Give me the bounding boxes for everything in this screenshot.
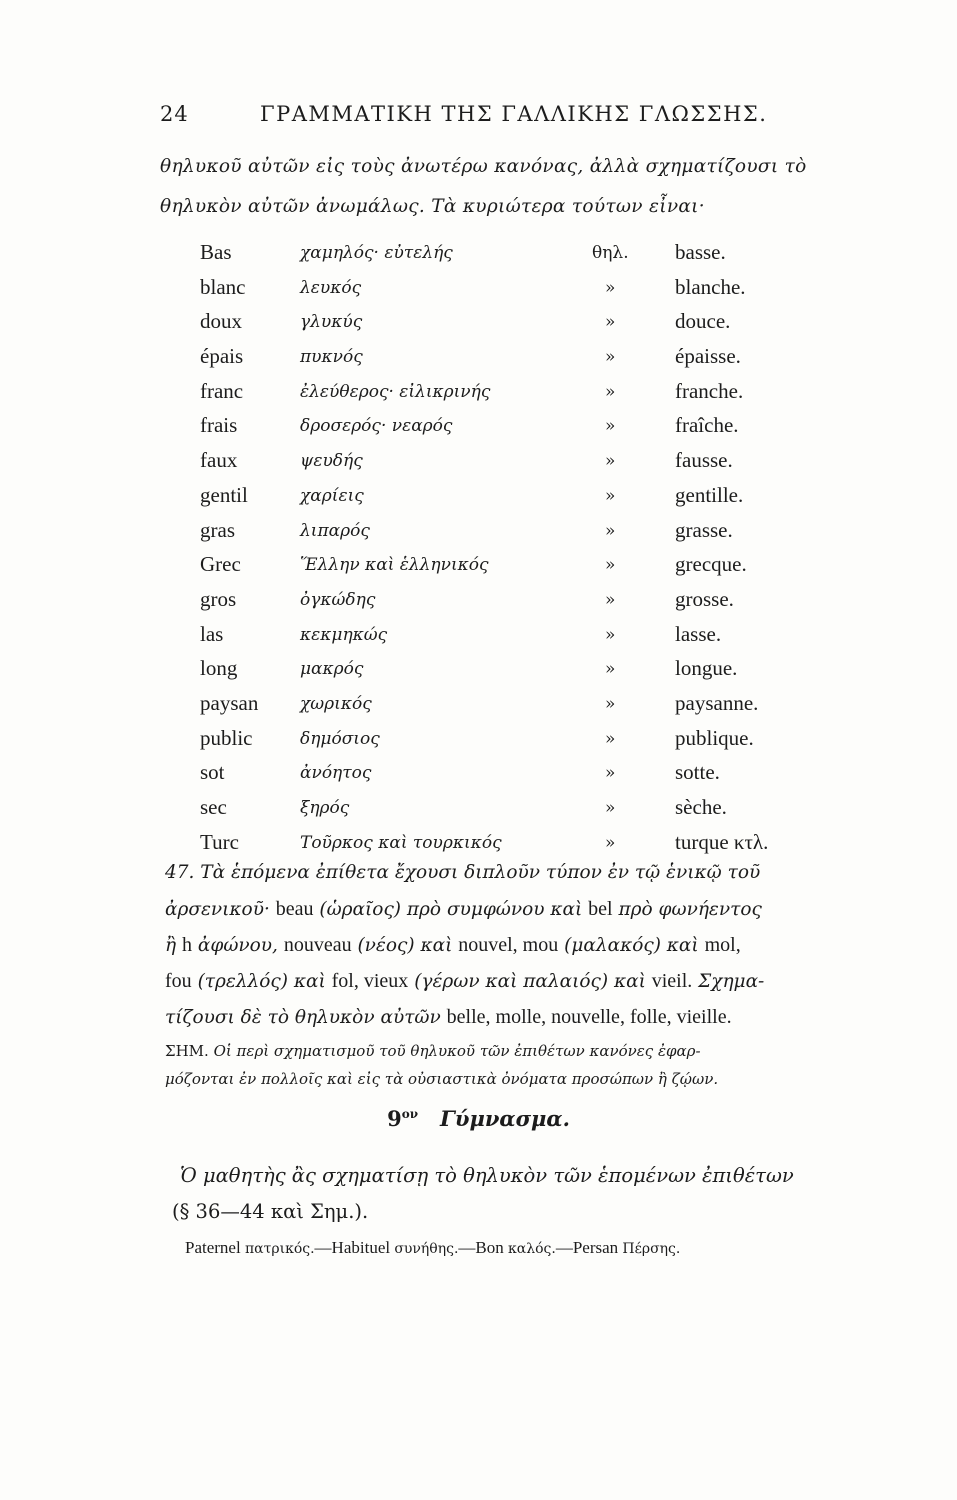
vocabulary-line [185,1238,680,1258]
french-feminine: grosse. [675,586,734,611]
adjective-row [200,760,820,795]
section-47-line-2 [165,898,825,921]
intro-line-1: θηλυκοῦ αὐτῶν εἰς τοὺς ἀνωτέρω κανόνας, ἀλλὰ σχηματίζουσι τὸ [160,156,807,177]
page-number: 24 [160,102,189,126]
text-fragment: (γέρων καὶ παλαιός) καὶ [414,971,646,992]
french-feminine: sèche. [675,795,727,819]
french-feminine: paysanne. [675,690,759,715]
french-feminine: franche. [675,378,744,403]
adjective-row [200,587,820,622]
section-47-line-5 [165,1006,825,1029]
greek-meaning: ξηρός [300,798,350,818]
french-word: fol, vieux [331,970,409,992]
greek-meaning: ψευδής [300,451,363,472]
ditto-mark: » [605,451,616,472]
french-word: vieil. [651,970,693,992]
french-masculine: épais [200,344,244,369]
greek-meaning: χαρίεις [300,485,364,506]
greek-meaning: δροσερός· νεαρός [300,416,453,437]
vocab-french: Persan [572,1238,623,1257]
greek-meaning: Ἕλλην καὶ ἑλληνικός [300,555,489,576]
french-feminine: lasse. [675,621,722,646]
greek-meaning: δημόσιος [300,728,380,749]
french-feminine: sotte. [675,760,720,785]
note-text: Οἱ περὶ σχηματισμοῦ τοῦ θηλυκοῦ τῶν ἐπιθέτων κανόνες ἐφαρ- [213,1042,701,1060]
adjective-row [200,309,820,344]
ditto-mark: » [605,485,616,506]
french-word: nouveau [283,934,352,956]
ditto-mark: » [605,381,616,402]
text-fragment: (νέος) καὶ [357,935,453,956]
greek-meaning: χαμηλός· εὐτελής [300,243,453,263]
adjective-row [200,379,820,414]
french-word: bel [588,898,613,920]
ditto-mark: » [605,763,616,784]
french-masculine: public [200,725,253,750]
dash-separator: — [314,1238,332,1257]
text-fragment: ἢ [165,935,177,956]
adjective-row [200,552,820,587]
ditto-mark: » [605,416,616,437]
ditto-mark: » [605,659,616,680]
vocab-greek: καλός. [508,1241,556,1257]
ditto-mark: » [605,347,616,368]
vocab-greek: συνήθης. [394,1241,459,1257]
french-word: mol, [704,934,741,956]
adjective-row [200,726,820,761]
vocab-greek: πατρικός. [244,1241,315,1257]
greek-meaning: χωρικός [300,693,372,714]
ditto-mark: » [605,624,616,645]
dash-separator: — [555,1238,573,1257]
french-masculine: faux [200,448,238,473]
ditto-mark: » [605,312,616,333]
french-masculine: Bas [200,240,232,264]
vocab-french: Bon [475,1238,509,1257]
page-header [160,102,800,132]
french-feminine: fausse. [675,448,733,473]
french-feminine: publique. [675,725,754,750]
vocab-greek: Πέρσης. [622,1241,681,1257]
french-feminine: gentille. [675,482,744,507]
french-masculine: blanc [200,274,246,299]
french-masculine: doux [200,309,242,334]
vocab-french: Habituel [331,1238,395,1257]
text-fragment: ἀφώνου, [197,935,278,956]
text-fragment: (τρελλός) καὶ [197,971,326,992]
text-fragment: πρὸ φωνήεντος [618,899,762,920]
french-masculine: Turc [200,829,239,854]
exercise-instruction-2: (§ 36—44 καὶ Σημ.). [172,1200,369,1223]
ditto-mark: » [605,555,616,576]
french-masculine: frais [200,413,238,438]
french-word: nouvel, mou [458,934,559,956]
greek-meaning: γλυκύς [300,312,363,333]
exercise-title: Γύμνασμα. [439,1106,570,1131]
text-fragment: τίζουσι δὲ τὸ θηλυκὸν αὐτῶν [165,1007,441,1028]
french-word: fou [165,970,192,992]
greek-meaning: κεκμηκώς [300,624,388,645]
french-masculine: sot [200,760,225,785]
intro-line-2: θηλυκὸν αὐτῶν ἀνωμάλως. Τὰ κυριώτερα τούτων εἶναι· [160,196,705,217]
text-fragment: ἀρσενικοῦ· [165,899,270,920]
adjective-row [200,622,820,657]
ditto-mark: » [605,798,616,818]
greek-meaning: λευκός [300,277,362,298]
ditto-mark: » [605,520,616,541]
french-masculine: franc [200,378,244,403]
french-feminine: douce. [675,309,731,334]
french-masculine: long [200,656,238,681]
adjective-row [200,691,820,726]
greek-meaning: ἀνόητος [300,763,372,784]
greek-meaning: πυκνός [300,347,363,368]
exercise-suffix: ον [401,1107,419,1121]
french-masculine: paysan [200,690,259,715]
french-masculine: Grec [200,552,241,577]
note-line-2: μόζονται ἐν πολλοῖς καὶ εἰς τὰ οὐσιαστικὰ ὀνόματα προσώπων ἢ ζῴων. [165,1070,719,1088]
ditto-mark: » [605,728,616,749]
exercise-heading [0,1106,957,1131]
greek-meaning: μακρός [300,659,364,680]
french-feminine: épaisse. [675,344,741,369]
adjective-row [200,518,820,553]
adjective-row [200,275,820,310]
french-feminine: turque κτλ. [675,829,769,854]
text-fragment: Σχημα- [698,971,765,992]
french-word: belle, molle, nouvelle, folle, vieille. [446,1006,732,1028]
section-47-line-1 [165,862,825,883]
greek-meaning: Τοῦρκος καὶ τουρκικός [300,832,502,853]
greek-meaning: ἐλεύθερος· εἰλικρινής [300,381,491,402]
ditto-mark: » [605,832,616,853]
greek-meaning: λιπαρός [300,520,370,541]
french-masculine: sec [200,795,227,819]
note-label: ΣΗΜ. [165,1042,209,1060]
french-word: beau [275,898,314,920]
ditto-mark: » [605,693,616,714]
text-fragment: (ὡραῖος) πρὸ συμφώνου καὶ [319,899,583,920]
exercise-number: 9 [387,1106,402,1131]
adjective-row [200,344,820,379]
adjective-row [200,830,820,865]
french-feminine: longue. [675,656,738,681]
adjective-row [200,240,820,275]
adjective-row [200,656,820,691]
french-masculine: las [200,621,224,646]
adjective-row [200,483,820,518]
adjective-row [200,448,820,483]
french-feminine: fraîche. [675,413,739,438]
adjective-row [200,413,820,448]
french-masculine: gentil [200,482,248,507]
section-47-line-3 [165,934,825,957]
exercise-instruction-1: Ὁ μαθητὴς ἂς σχηματίσῃ τὸ θηλυκὸν τῶν ἑπομένων ἐπιθέτων [180,1164,794,1187]
french-feminine: grasse. [675,517,733,542]
french-word: h [181,934,192,956]
greek-meaning: ὀγκώδης [300,589,376,610]
ditto-mark: » [605,277,616,298]
section-47-text: 47. Τὰ ἑπόμενα ἐπίθετα ἔχουσι διπλοῦν τύπον ἐν τῷ ἑνικῷ τοῦ [165,862,761,883]
french-feminine: grecque. [675,552,747,577]
ditto-mark: » [605,589,616,610]
dash-separator: — [458,1238,476,1257]
vocab-french: Paternel [185,1238,245,1257]
french-masculine: gros [200,586,237,611]
running-title: ΓΡΑΜΜΑΤΙΚΗ ΤΗΣ ΓΑΛΛΙΚΗΣ ΓΛΩΣΣΗΣ. [260,102,768,126]
adjective-row [200,795,820,830]
text-fragment: (μαλακός) καὶ [564,935,699,956]
adjective-table [200,240,820,864]
french-feminine: blanche. [675,274,746,299]
note-line-1 [165,1042,825,1060]
feminine-abbrev: θηλ. [592,243,629,263]
french-feminine: basse. [675,240,726,264]
section-47-line-4 [165,970,825,993]
french-masculine: gras [200,517,235,542]
